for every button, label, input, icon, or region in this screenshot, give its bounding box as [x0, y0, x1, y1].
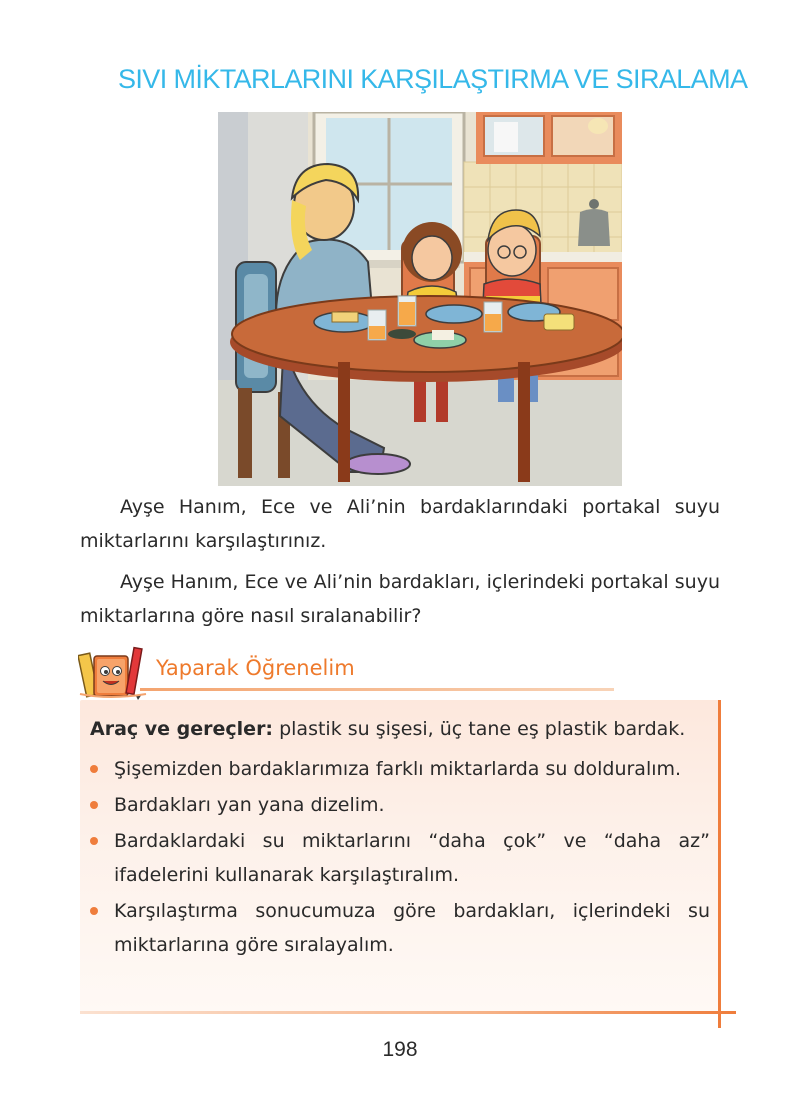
list-item: Bardakları yan yana dizelim.: [88, 788, 710, 822]
section-header: [78, 644, 638, 700]
list-item: Şişemizden bardaklarımıza farklı miktarlarda su dolduralım.: [88, 752, 710, 786]
page-number: 198: [382, 1038, 418, 1061]
section-title: Yaparak Öğrenelim: [156, 656, 355, 680]
page-title: SIVI MİKTARLARINI KARŞILAŞTIRMA VE SIRALAMA: [118, 64, 748, 94]
materials-line: [90, 714, 714, 744]
bullet-dot-icon: [90, 837, 98, 845]
question-paragraph-2: Ayşe Hanım, Ece ve Ali’nin bardakları, içlerindeki portakal suyu miktarlarına göre nasıl sıralanabilir?: [80, 571, 720, 627]
activity-box-right-border: [718, 700, 721, 1028]
activity-steps-list: [88, 752, 710, 964]
bullet-dot-icon: [90, 801, 98, 809]
question-paragraph-1: Ayşe Hanım, Ece ve Ali’nin bardaklarındaki portakal suyu miktarlarını karşılaştırınız.: [80, 496, 720, 552]
list-item: Bardaklardaki su miktarlarını “daha çok” ve “daha az” ifadelerini kullanarak karşılaştıralım.: [88, 824, 710, 892]
book-pencil-mascot-icon: [78, 644, 152, 700]
materials-label: Araç ve gereçler:: [90, 718, 274, 740]
list-item: Karşılaştırma sonucumuza göre bardakları, içlerindeki su miktarlarına göre sıralayalım.: [88, 894, 710, 962]
materials-text: plastik su şişesi, üç tane eş plastik bardak.: [279, 718, 686, 740]
activity-box-bottom-border: [80, 1011, 736, 1014]
bullet-dot-icon: [90, 765, 98, 773]
section-underline: [140, 688, 614, 691]
family-breakfast-table-illustration: [218, 112, 622, 486]
bullet-dot-icon: [90, 907, 98, 915]
